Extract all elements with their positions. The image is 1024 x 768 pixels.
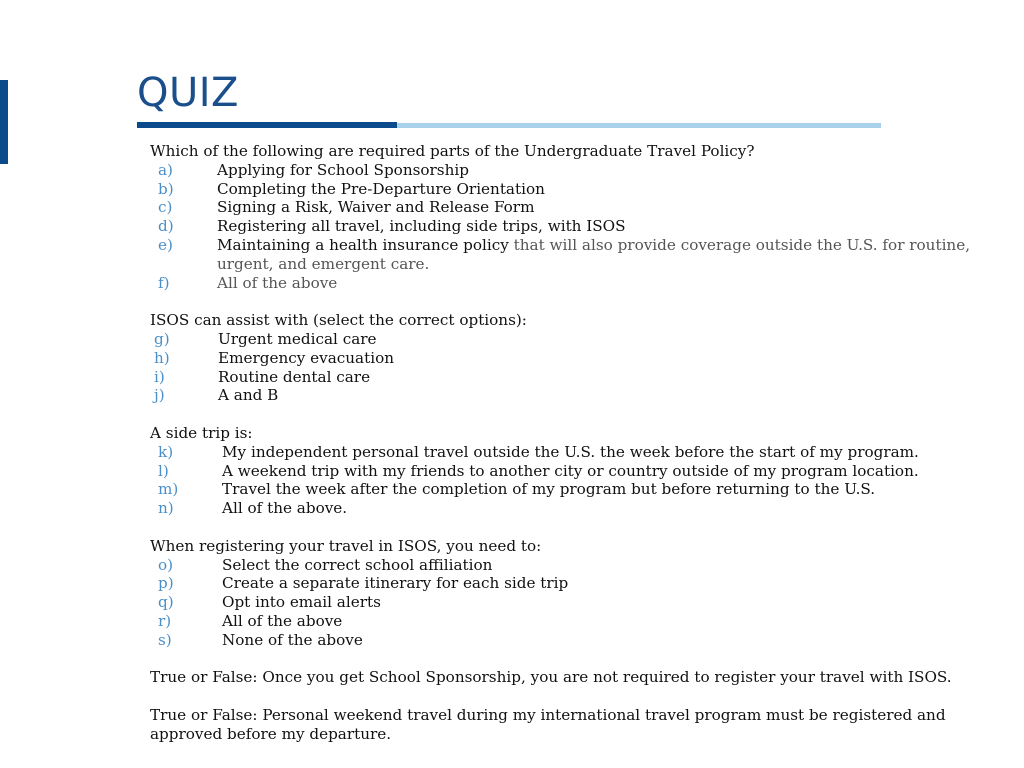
option-letter: h): [154, 348, 170, 367]
option-text-wrapper: [217, 236, 1010, 274]
option-letter: l): [158, 461, 169, 480]
option-letter: j): [154, 386, 165, 405]
option-l[interactable]: [150, 462, 1010, 481]
option-text: Registering all travel, including side trips, with ISOS: [217, 217, 626, 236]
option-k[interactable]: [150, 443, 1010, 462]
title-underline-light: [397, 123, 881, 128]
option-i[interactable]: [150, 368, 1010, 387]
question-3-prompt: A side trip is:: [150, 423, 253, 442]
option-text: Signing a Risk, Waiver and Release Form: [217, 198, 535, 217]
option-letter: o): [158, 555, 174, 574]
question-3-options: [150, 443, 1010, 518]
option-text: Travel the week after the completion of my program but before returning to the U.S.: [222, 480, 876, 499]
option-r[interactable]: [150, 612, 1010, 631]
option-letter: q): [158, 593, 174, 612]
option-d[interactable]: [150, 217, 1010, 236]
option-text: Urgent medical care: [218, 329, 377, 348]
option-text: Routine dental care: [218, 367, 371, 386]
quiz-content: [150, 142, 1010, 744]
option-h[interactable]: [150, 349, 1010, 368]
option-f[interactable]: [150, 274, 1010, 293]
option-letter: n): [158, 499, 174, 518]
option-o[interactable]: [150, 556, 1010, 575]
option-text-extra: that will also provide coverage outside the U.S. for routine, urgent, and emergent care.: [217, 235, 971, 273]
option-letter: c): [158, 198, 173, 217]
option-text: Maintaining a health insurance policy: [217, 235, 509, 254]
question-2-prompt: ISOS can assist with (select the correct options):: [150, 311, 527, 330]
option-text: Create a separate itinerary for each side trip: [222, 574, 569, 593]
option-p[interactable]: [150, 574, 1010, 593]
option-letter: m): [158, 480, 179, 499]
option-letter: a): [158, 160, 173, 179]
option-q[interactable]: [150, 593, 1010, 612]
option-letter: r): [158, 611, 172, 630]
left-accent-bar: [0, 80, 8, 164]
option-text: Select the correct school affiliation: [222, 555, 493, 574]
question-2-options: [150, 330, 1010, 405]
question-1-options: [150, 161, 1010, 293]
option-text: Completing the Pre-Departure Orientation: [217, 179, 545, 198]
option-text: Applying for School Sponsorship: [217, 160, 469, 179]
title-underline-dark: [137, 122, 397, 128]
option-letter: e): [158, 235, 173, 254]
option-text: All of the above.: [222, 499, 348, 518]
question-4-options: [150, 556, 1010, 650]
option-text: A weekend trip with my friends to another city or country outside of my program location.: [222, 461, 919, 480]
question-1-prompt: Which of the following are required parts of the Undergraduate Travel Policy?: [150, 142, 755, 160]
option-letter: p): [158, 574, 174, 593]
option-letter: k): [158, 442, 174, 461]
true-false-question-1: True or False: Once you get School Sponsorship, you are not required to register your travel with ISOS.: [150, 668, 952, 687]
option-e[interactable]: [150, 236, 1010, 274]
option-text: Opt into email alerts: [222, 593, 381, 612]
title-underline: [137, 122, 881, 128]
option-b[interactable]: [150, 180, 1010, 199]
true-false-question-2: True or False: Personal weekend travel during my international travel program must be registered and approved before my departure.: [150, 705, 946, 743]
option-text: My independent personal travel outside the U.S. the week before the start of my program.: [222, 442, 919, 461]
option-j[interactable]: [150, 386, 1010, 405]
question-4-prompt: When registering your travel in ISOS, you need to:: [150, 536, 542, 555]
option-n[interactable]: [150, 499, 1010, 518]
option-text: None of the above: [222, 630, 363, 649]
option-g[interactable]: [150, 330, 1010, 349]
option-text: All of the above: [222, 611, 343, 630]
option-letter: d): [158, 217, 174, 236]
option-letter: g): [154, 329, 170, 348]
option-c[interactable]: [150, 198, 1010, 217]
option-letter: f): [158, 273, 170, 292]
option-s[interactable]: [150, 631, 1010, 650]
option-letter: b): [158, 179, 174, 198]
option-m[interactable]: [150, 480, 1010, 499]
option-text: A and B: [218, 386, 279, 405]
option-a[interactable]: [150, 161, 1010, 180]
option-letter: s): [158, 630, 172, 649]
option-text: Emergency evacuation: [218, 348, 394, 367]
slide-title: QUIZ: [137, 70, 239, 116]
option-letter: i): [154, 367, 165, 386]
option-text: All of the above: [217, 273, 338, 292]
